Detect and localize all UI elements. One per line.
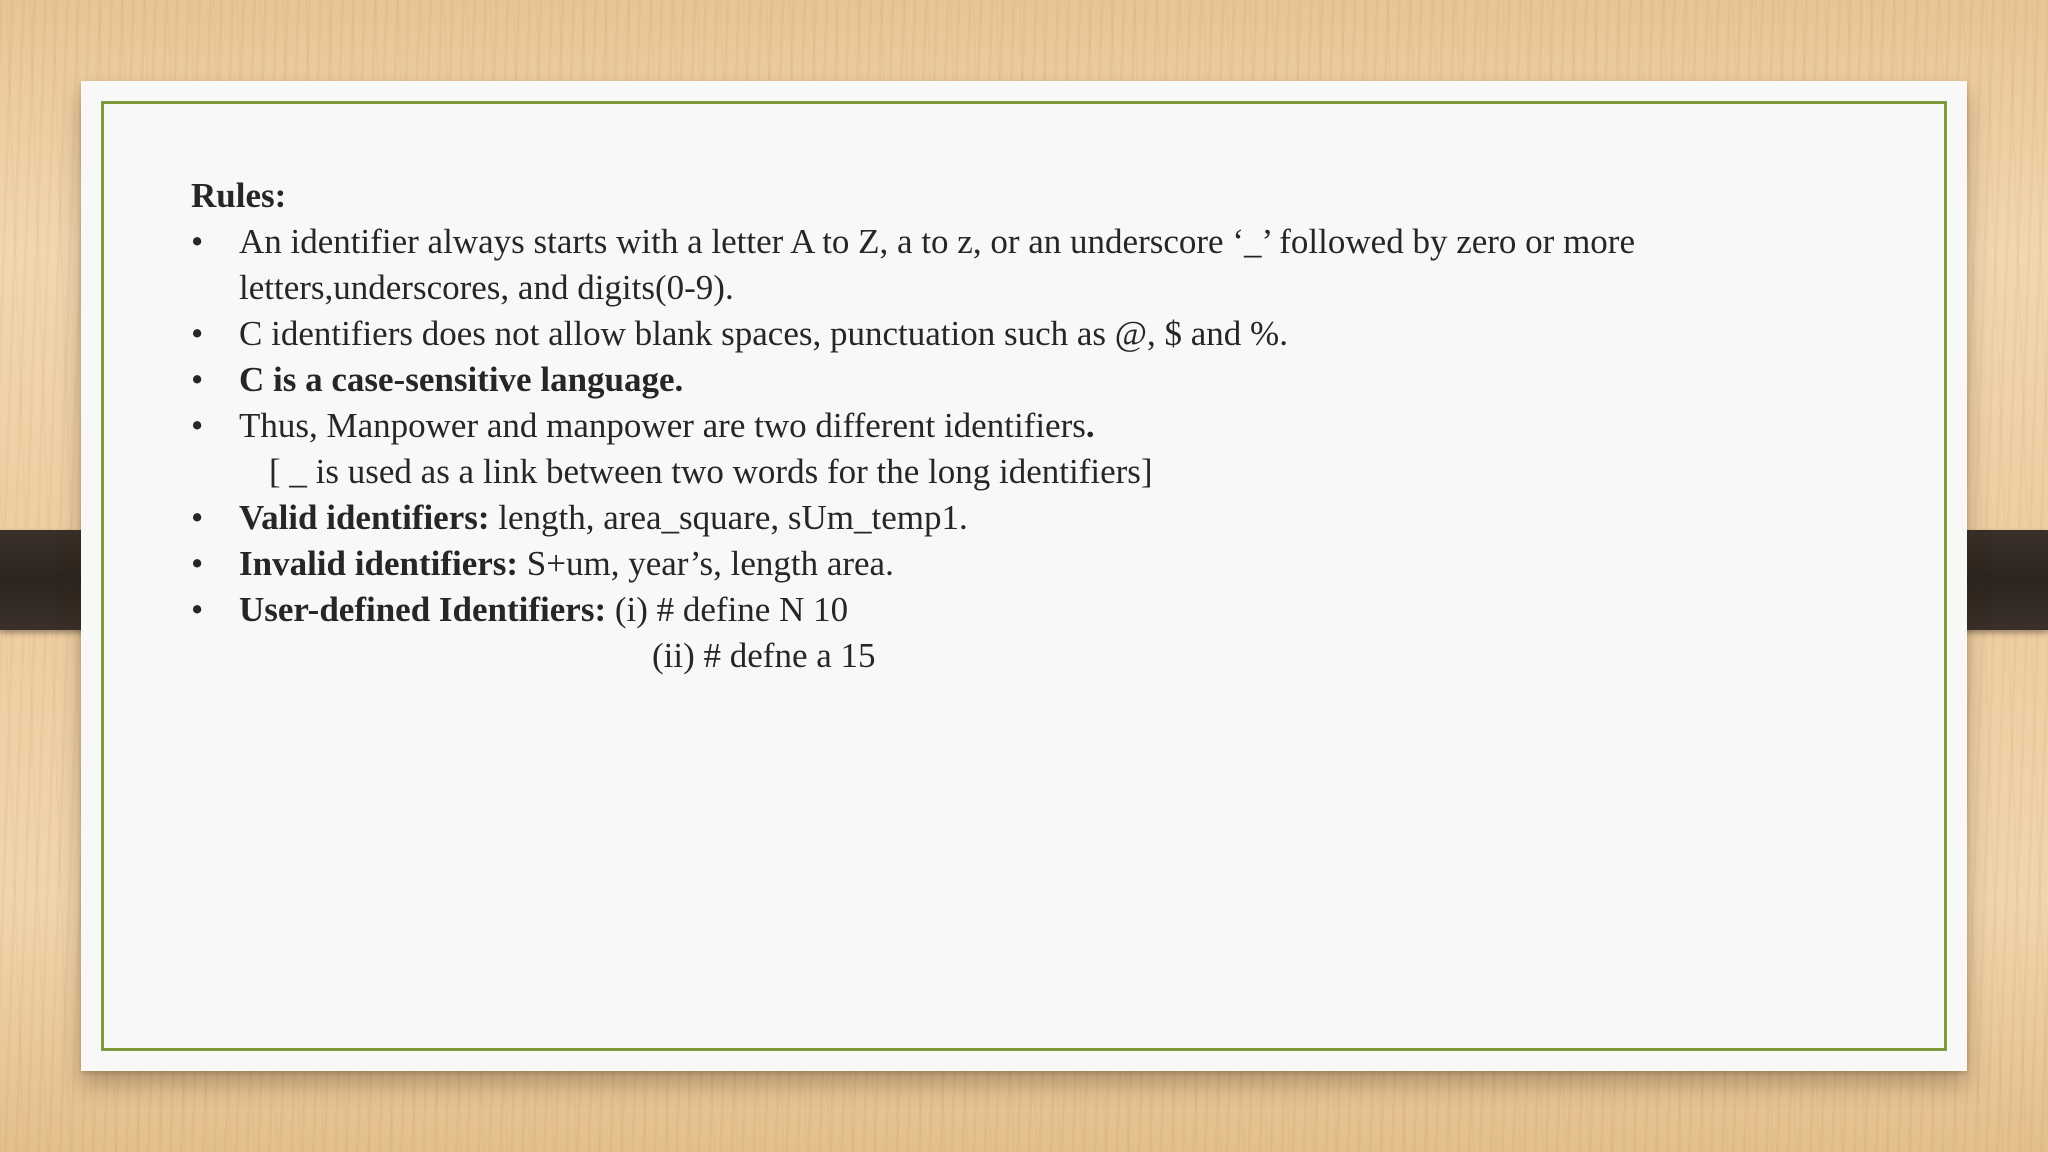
bullet: • (191, 498, 204, 537)
list-item-user-defined (191, 587, 1841, 633)
user-defined-continuation (191, 633, 1841, 679)
valid-label: Valid identifiers: (239, 498, 490, 537)
list-item-case-sensitive (191, 357, 1841, 403)
list-item-valid-identifiers (191, 495, 1841, 541)
bullet: • (191, 222, 204, 261)
valid-examples: length, area_square, sUm_temp1. (489, 498, 968, 537)
note-text: [ _ is used as a link between two words for the long identifiers] (269, 452, 1153, 491)
rules-list (191, 219, 1841, 679)
list-item-manpower-example (191, 403, 1841, 449)
bullet: • (191, 314, 204, 353)
user-defined-example-1: (i) # define N 10 (606, 590, 849, 629)
invalid-examples: S+um, year’s, length area. (518, 544, 894, 583)
bullet: • (191, 360, 204, 399)
list-item-text: C identifiers does not allow blank spaces, punctuation such as @, $ and %. (239, 314, 1288, 353)
slide-content (191, 173, 1841, 679)
list-item-text: C is a case-sensitive language. (239, 360, 684, 399)
user-defined-example-2: (ii) # defne a 15 (652, 636, 876, 675)
user-defined-label: User-defined Identifiers: (239, 590, 607, 629)
rules-heading: Rules: (191, 176, 287, 215)
list-item-period: . (1085, 406, 1095, 445)
bullet: • (191, 590, 204, 629)
list-item-start-rule (191, 219, 1841, 311)
bullet: • (191, 406, 204, 445)
list-item-text: Thus, Manpower and manpower are two different identifiers (239, 406, 1086, 445)
list-item-text-continued: letters,underscores, and digits(0-9). (239, 268, 734, 307)
bullet: • (191, 544, 204, 583)
list-item-invalid-identifiers (191, 541, 1841, 587)
underscore-note (191, 449, 1841, 495)
list-item-text: An identifier always starts with a letter A to Z, a to z, or an underscore ‘_’ followed by zero or more (239, 222, 1635, 261)
list-item-no-spaces-rule (191, 311, 1841, 357)
invalid-label: Invalid identifiers: (239, 544, 519, 583)
slide-paper (81, 81, 1967, 1071)
